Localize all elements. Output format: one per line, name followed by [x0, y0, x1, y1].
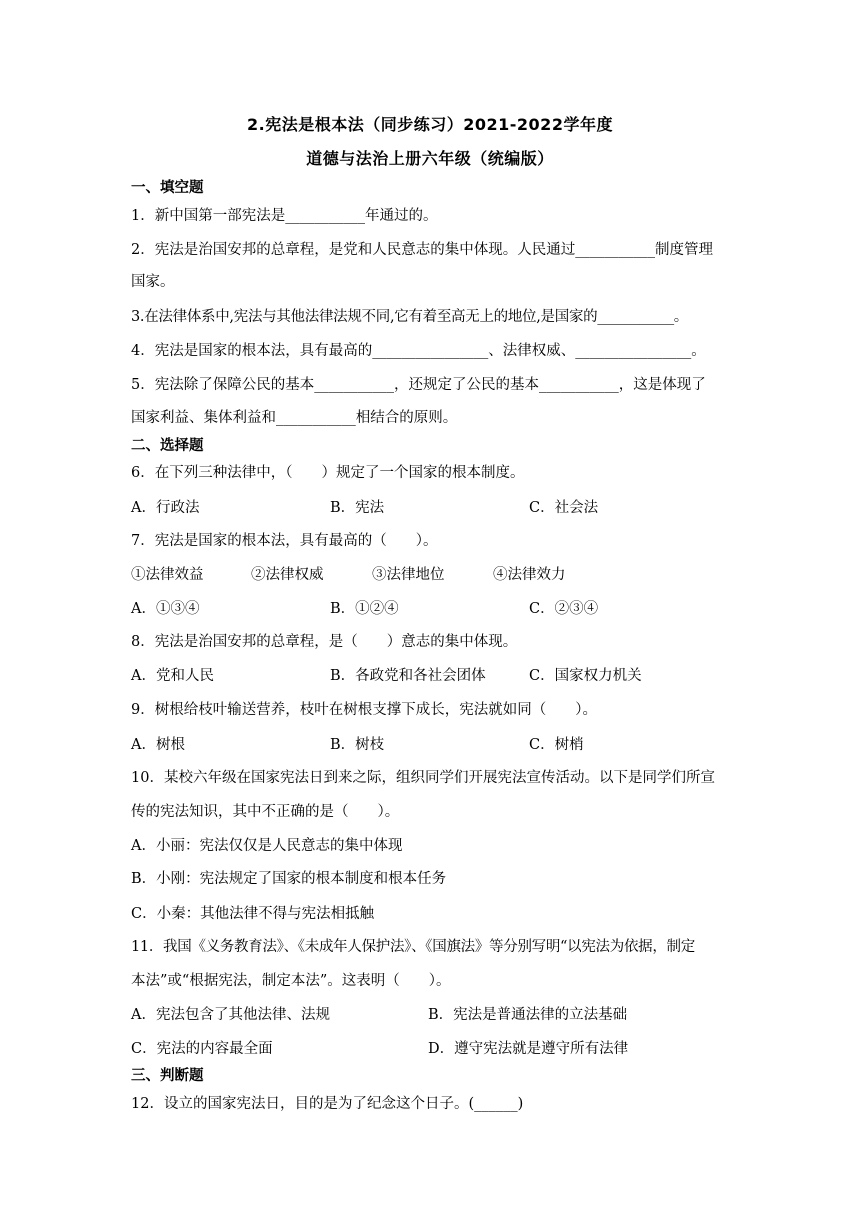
- question-3: 3.在法律体系中,宪法与其他法律法规不同,它有着至高无上的地位,是国家的___________。: [131, 309, 689, 325]
- question-10-line1: 10．某校六年级在国家宪法日到来之际，组织同学们开展宪法宣传活动。以下是同学们所宣: [131, 770, 715, 786]
- q7-item-4: ④法律效力: [493, 567, 566, 583]
- q7-item-2: ②法律权威: [251, 567, 324, 583]
- document-title: 2.宪法是根本法（同步练习）2021-2022学年度: [247, 115, 613, 134]
- question-2-line2: 国家。: [131, 274, 175, 290]
- document-subtitle: 道德与法治上册六年级（统编版）: [306, 149, 554, 168]
- q7-option-b: B．①②④: [330, 601, 399, 617]
- question-5-line2: 国家利益、集体利益和___________相结合的原则。: [131, 410, 458, 426]
- section-heading-choice: 二、选择题: [131, 438, 204, 454]
- question-9: 9．树根给枝叶输送营养，枝叶在树根支撑下成长，宪法就如同（ ）。: [131, 702, 597, 718]
- q6-option-c: C．社会法: [529, 500, 599, 516]
- q9-option-c: C．树梢: [529, 737, 584, 753]
- question-7: 7．宪法是国家的根本法，具有最高的（ ）。: [131, 533, 438, 549]
- question-10-line2: 传的宪法知识，其中不正确的是（ ）。: [131, 804, 400, 820]
- question-11-line1: 11．我国《义务教育法》、《未成年人保护法》、《国旗法》等分别写明“以宪法为依据，制定: [131, 939, 695, 955]
- question-8: 8．宪法是治国安邦的总章程，是（ ）意志的集中体现。: [131, 634, 518, 650]
- question-11-line2: 本法”或“根据宪法，制定本法”。这表明（ ）。: [131, 973, 451, 989]
- question-2-line1: 2．宪法是治国安邦的总章程，是党和人民意志的集中体现。人民通过___________制度管理: [131, 242, 713, 258]
- q7-option-c: C．②③④: [529, 601, 599, 617]
- q7-item-1: ①法律效益: [131, 567, 204, 583]
- q9-option-a: A．树根: [131, 737, 185, 753]
- section-heading-judge: 三、判断题: [131, 1068, 204, 1084]
- q11-option-a: A．宪法包含了其他法律、法规: [131, 1007, 330, 1023]
- question-6: 6．在下列三种法律中，（ ）规定了一个国家的根本制度。: [131, 465, 525, 481]
- question-12: 12．设立的国家宪法日，目的是为了纪念这个日子。(______): [131, 1096, 524, 1112]
- q6-option-b: B．宪法: [330, 500, 385, 516]
- q8-option-b: B．各政党和各社会团体: [330, 668, 486, 684]
- q7-item-3: ③法律地位: [372, 567, 445, 583]
- q10-option-c: C．小秦：其他法律不得与宪法相抵触: [131, 906, 375, 922]
- q11-option-b: B．宪法是普通法律的立法基础: [428, 1007, 628, 1023]
- q8-option-c: C．国家权力机关: [529, 668, 642, 684]
- section-heading-fill: 一、填空题: [131, 180, 204, 196]
- q10-option-a: A．小丽：宪法仅仅是人民意志的集中体现: [131, 838, 403, 854]
- q11-option-d: D．遵守宪法就是遵守所有法律: [428, 1041, 629, 1057]
- q9-option-b: B．树枝: [330, 737, 385, 753]
- q7-option-a: A．①③④: [131, 601, 200, 617]
- q6-option-a: A．行政法: [131, 500, 200, 516]
- q10-option-b: B．小刚：宪法规定了国家的根本制度和根本任务: [131, 871, 447, 887]
- question-4: 4．宪法是国家的根本法，具有最高的________________、法律权威、________________。: [131, 343, 706, 359]
- q11-option-c: C．宪法的内容最全面: [131, 1041, 273, 1057]
- question-1: 1．新中国第一部宪法是___________年通过的。: [131, 208, 438, 224]
- question-5-line1: 5．宪法除了保障公民的基本___________，还规定了公民的基本___________，这是体现了: [131, 377, 706, 393]
- q8-option-a: A．党和人民: [131, 668, 214, 684]
